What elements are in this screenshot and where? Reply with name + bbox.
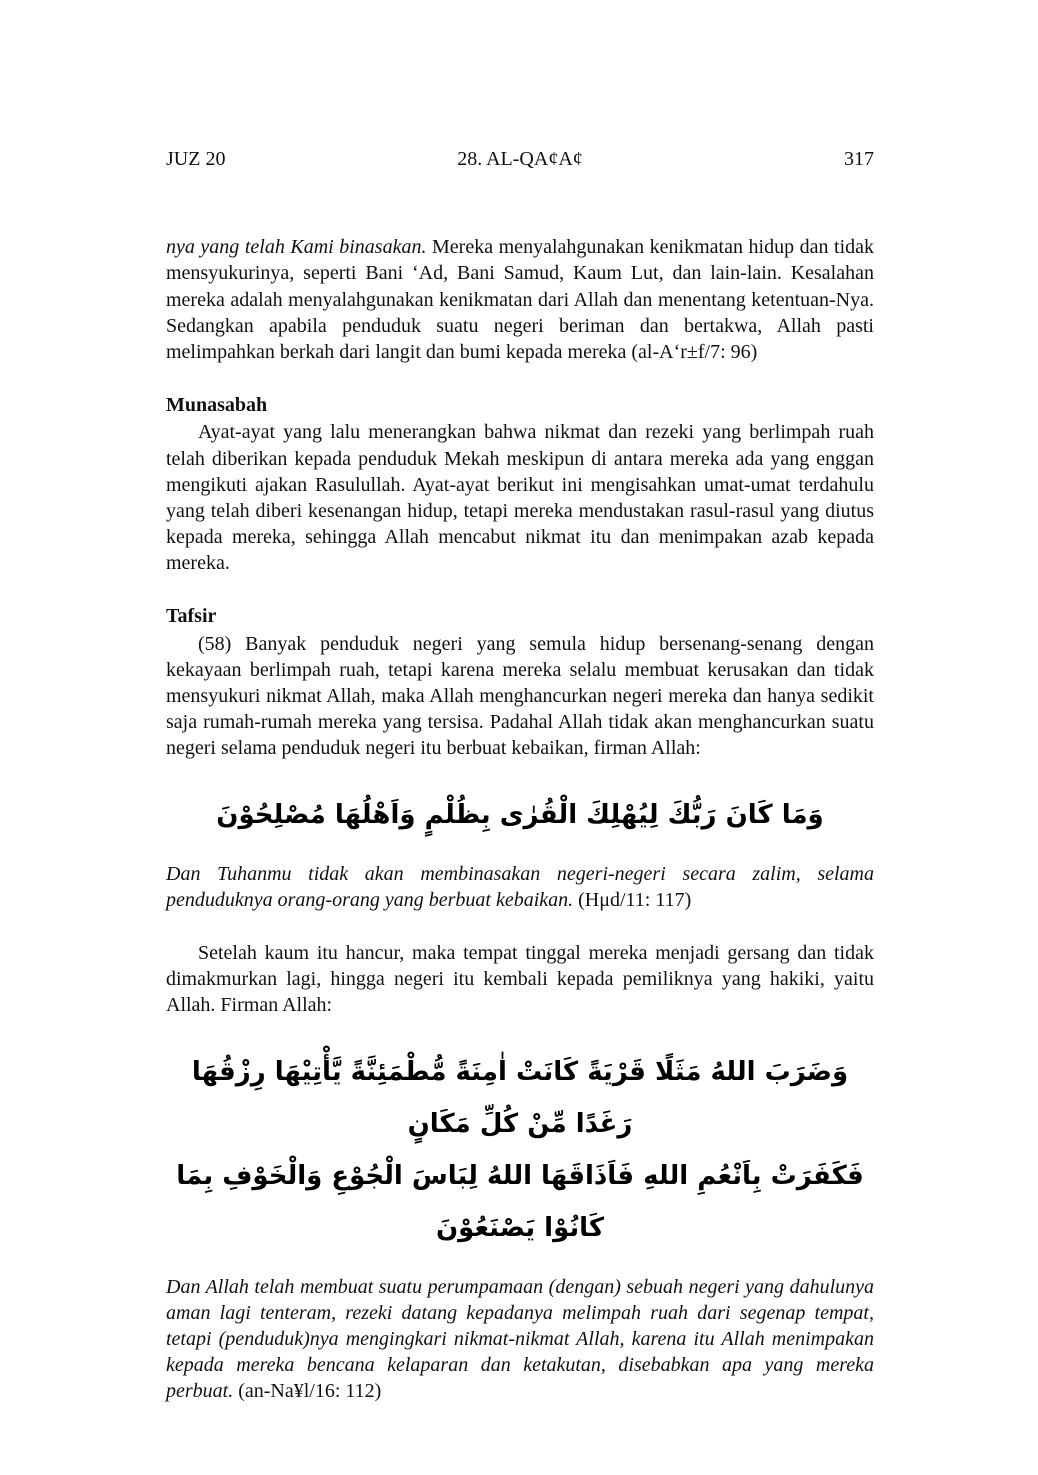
arabic-verse-nahl-16-112	[166, 1046, 874, 1254]
translation-nahl-16-112	[166, 1274, 874, 1405]
page-number: 317	[844, 148, 874, 170]
heading-tafsir: Tafsir	[166, 605, 217, 628]
paragraph-tafsir-58: (58) Banyak penduduk negeri yang semula hidup bersenang-senang dengan kekayaan berlimpah ruah, tetapi karena mereka selalu membuat kerusakan dan tidak mensyukuri nikmat Allah, maka Allah menghancurkan negeri mereka dan hanya sedikit saja rumah-rumah mereka yang tersisa. Padahal Allah tidak akan menghancurkan suatu negeri selama penduduk negeri itu berbuat kebaikan, firman Allah:	[166, 632, 874, 760]
paragraph-transition: Setelah kaum itu hancur, maka tempat tinggal mereka menjadi gersang dan tidak dimakmurkan lagi, hingga negeri itu kembali kepada pemiliknya yang hakiki, yaitu Allah. Firman Allah:	[166, 941, 874, 1017]
translation-hud-11-117	[166, 861, 874, 913]
translation-nahl-text: Dan Allah telah membuat suatu perumpamaan (dengan) sebuah negeri yang dahulunya aman lagi tenteram, rezeki datang kepadanya melimpah ruah dari segenap tempat, tetapi (penduduk)nya mengingkari nikmat-nikmat Allah, karena itu Allah menimpakan kepada mereka bencana kelaparan dan ketakutan, disebabkan apa yang mereka perbuat.	[166, 1275, 874, 1403]
juz-label: JUZ 20	[166, 148, 226, 170]
heading-munasabah: Munasabah	[166, 394, 268, 417]
page-header	[166, 146, 874, 172]
continuation-lead-italic: nya yang telah Kami binasakan.	[166, 236, 427, 259]
arabic-verse-nahl-line-2: فَكَفَرَتْ بِاَنْعُمِ اللهِ فَاَذَاقَهَا اللهُ لِبَاسَ الْجُوْعِ وَالْخَوْفِ بِمَا كَانُوْا يَصْنَعُوْنَ	[176, 1160, 864, 1243]
arabic-verse-hud-11-117: وَمَا كَانَ رَبُّكَ لِيُهْلِكَ الْقُرٰى بِظُلْمٍ وَاَهْلُهَا مُصْلِحُوْنَ	[216, 799, 824, 830]
page-body	[166, 234, 874, 1404]
surah-title: 28. AL-QA¢A¢	[457, 148, 583, 170]
translation-hud-text: Dan Tuhanmu tidak akan membinasakan negeri-negeri secara zalim, selama penduduknya orang-orang yang berbuat kebaikan.	[166, 862, 874, 911]
translation-nahl-reference: (an-Na¥l/16: 112)	[238, 1380, 382, 1403]
arabic-verse-nahl-line-1: وَضَرَبَ اللهُ مَثَلًا قَرْيَةً كَانَتْ اٰمِنَةً مُّطْمَئِنَّةً يَّأْتِيْهَا رِزْقُهَا رَغَدًا مِّنْ كُلِّ مَكَانٍ	[191, 1056, 849, 1139]
translation-hud-reference: (Hμd/11: 117)	[578, 888, 692, 911]
paragraph-continuation	[166, 234, 874, 365]
paragraph-munasabah: Ayat-ayat yang lalu menerangkan bahwa nikmat dan rezeki yang berlimpah ruah telah diberikan kepada penduduk Mekah meskipun di antara mereka ada yang enggan mengikuti ajakan Rasulullah. Ayat-ayat berikut ini mengisahkan umat-umat terdahulu yang telah diberi kesenangan hidup, tetapi mereka mendustakan rasul-rasul yang diutus kepada mereka, sehingga Allah mencabut nikmat itu dan menimpakan azab kepada mereka.	[166, 421, 874, 575]
continuation-rest: Mereka menyalahgunakan kenikmatan hidup dan tidak mensyukurinya, seperti Bani ‘Ad, Bani Samud, Kaum Lut, dan lain-lain. Kesalahan mereka adalah menyalahgunakan kenikmatan dari Allah dan menentang ketentuan-Nya. Sedangkan apabila penduduk suatu negeri beriman dan bertakwa, Allah pasti melimpahkan berkah dari langit dan bumi kepada mereka (al-A‘r±f/7: 96)	[166, 236, 875, 363]
